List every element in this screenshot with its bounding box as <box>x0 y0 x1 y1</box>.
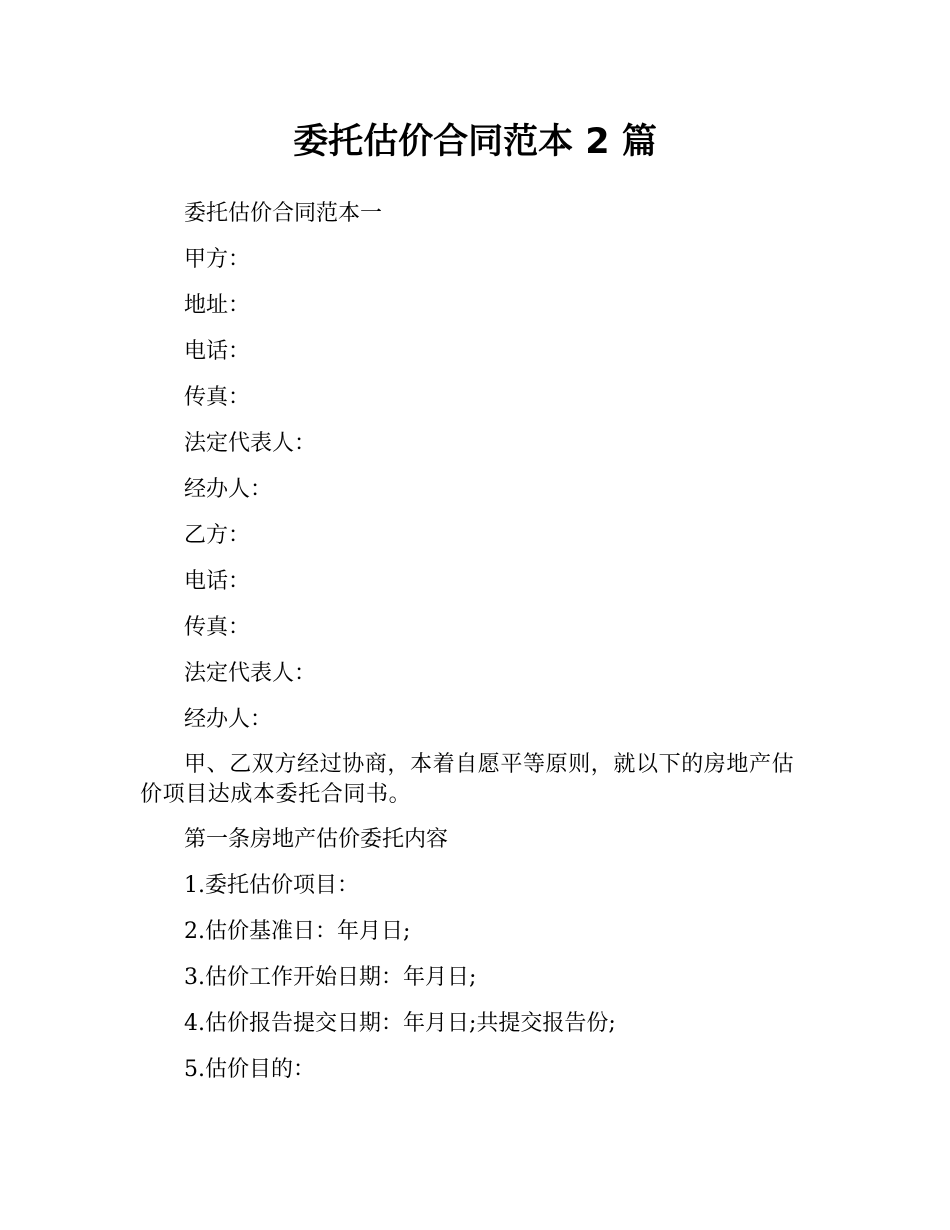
party-b-label: 乙方： <box>184 523 251 548</box>
section-heading-contract-one: 委托估价合同范本一 <box>184 201 383 226</box>
item-appraisal-purpose: 5.估价目的： <box>184 1057 315 1082</box>
item-appraisal-project: 1.委托估价项目： <box>184 873 359 898</box>
item-report-submission-date: 4.估价报告提交日期：年月日;共提交报告份; <box>184 1011 616 1036</box>
party-a-phone-label: 电话： <box>184 339 251 364</box>
party-b-legal-rep-label: 法定代表人： <box>184 661 317 686</box>
agreement-preamble: 甲、乙双方经过协商，本着自愿平等原则，就以下的房地产估价项目达成本委托合同书。 <box>140 752 795 807</box>
party-b-phone-label: 电话： <box>184 569 251 594</box>
party-b-handler-label: 经办人： <box>184 707 273 732</box>
party-a-legal-rep-label: 法定代表人： <box>184 431 317 456</box>
party-b-fax-label: 传真： <box>184 615 251 640</box>
article-one-heading: 第一条房地产估价委托内容 <box>184 827 449 852</box>
party-a-fax-label: 传真： <box>184 385 251 410</box>
document-body <box>140 198 810 1100</box>
party-a-label: 甲方： <box>184 247 251 272</box>
party-a-handler-label: 经办人： <box>184 477 273 502</box>
party-a-address-label: 地址： <box>184 293 251 318</box>
item-work-start-date: 3.估价工作开始日期：年月日; <box>184 965 477 990</box>
item-valuation-date: 2.估价基准日：年月日; <box>184 919 411 944</box>
document-title: 委托估价合同范本 2 篇 <box>293 122 657 162</box>
